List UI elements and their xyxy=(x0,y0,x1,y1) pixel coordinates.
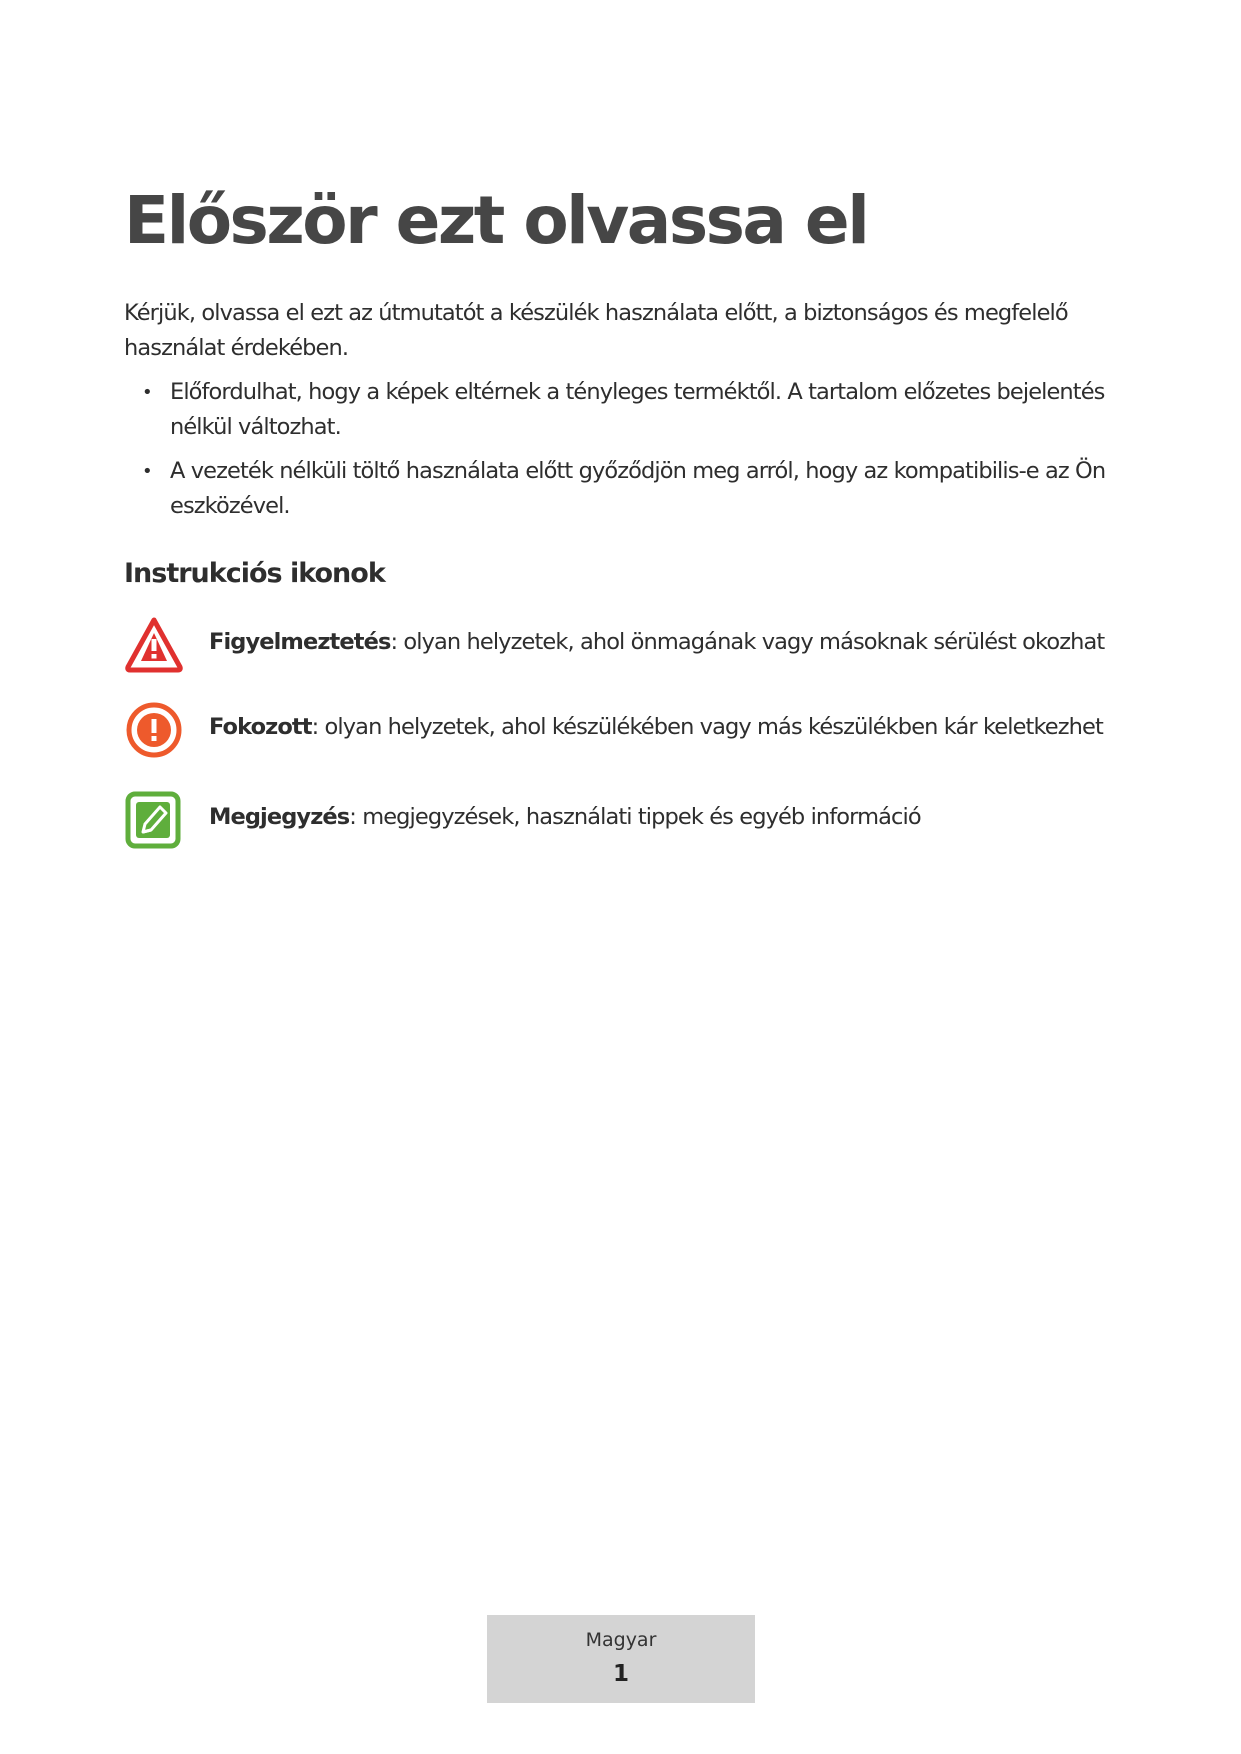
icon-legend-separator: : xyxy=(311,714,319,740)
icon-legend-description: megjegyzések, használati tippek és egyéb információ xyxy=(355,804,921,830)
icon-legend-text xyxy=(209,627,1104,657)
bullet-item xyxy=(124,375,1124,445)
icon-legend-separator: : xyxy=(349,804,356,830)
warning-triangle-icon xyxy=(124,615,184,675)
intro-paragraph: Kérjük, olvassa el ezt az útmutatót a készülék használata előtt, a biztonságos és megfelelő használat érdekében. xyxy=(124,300,1068,361)
page-title: Először ezt olvassa el xyxy=(124,182,868,259)
bullet-item xyxy=(124,454,1124,524)
icon-legend-description: olyan helyzetek, ahol önmagának vagy másoknak sérülést okozhat xyxy=(397,629,1105,655)
bullet-text: A vezeték nélküli töltő használata előtt győződjön meg arról, hogy az kompatibilis-e az Ön eszközével. xyxy=(170,458,1106,519)
icon-legend-description: olyan helyzetek, ahol készülékében vagy más készülékben kár keletkezhet xyxy=(318,714,1103,740)
icon-legend-label: Megjegyzés xyxy=(209,804,350,830)
caution-circle-icon xyxy=(124,700,184,760)
icon-legend-row-note xyxy=(124,790,1124,850)
icon-legend-row-warning xyxy=(124,615,1124,675)
bullet-text: Előfordulhat, hogy a képek eltérnek a tényleges terméktől. A tartalom előzetes bejelentés nélkül változhat. xyxy=(170,379,1105,440)
icon-legend-label: Figyelmeztetés xyxy=(209,629,391,655)
bullet-list xyxy=(124,375,1124,533)
bullet-marker: • xyxy=(142,461,152,482)
icon-legend-text xyxy=(209,802,921,832)
footer-language: Magyar xyxy=(585,1629,657,1651)
icon-legend-row-caution xyxy=(124,700,1124,760)
note-pencil-icon xyxy=(124,790,184,850)
icon-legend-label: Fokozott xyxy=(209,714,312,740)
section-heading: Instrukciós ikonok xyxy=(124,558,385,589)
icon-legend-separator: : xyxy=(390,629,398,655)
bullet-marker: • xyxy=(142,382,152,403)
page-footer xyxy=(487,1615,755,1703)
icon-legend-text xyxy=(209,712,1103,742)
page-number: 1 xyxy=(612,1661,629,1687)
